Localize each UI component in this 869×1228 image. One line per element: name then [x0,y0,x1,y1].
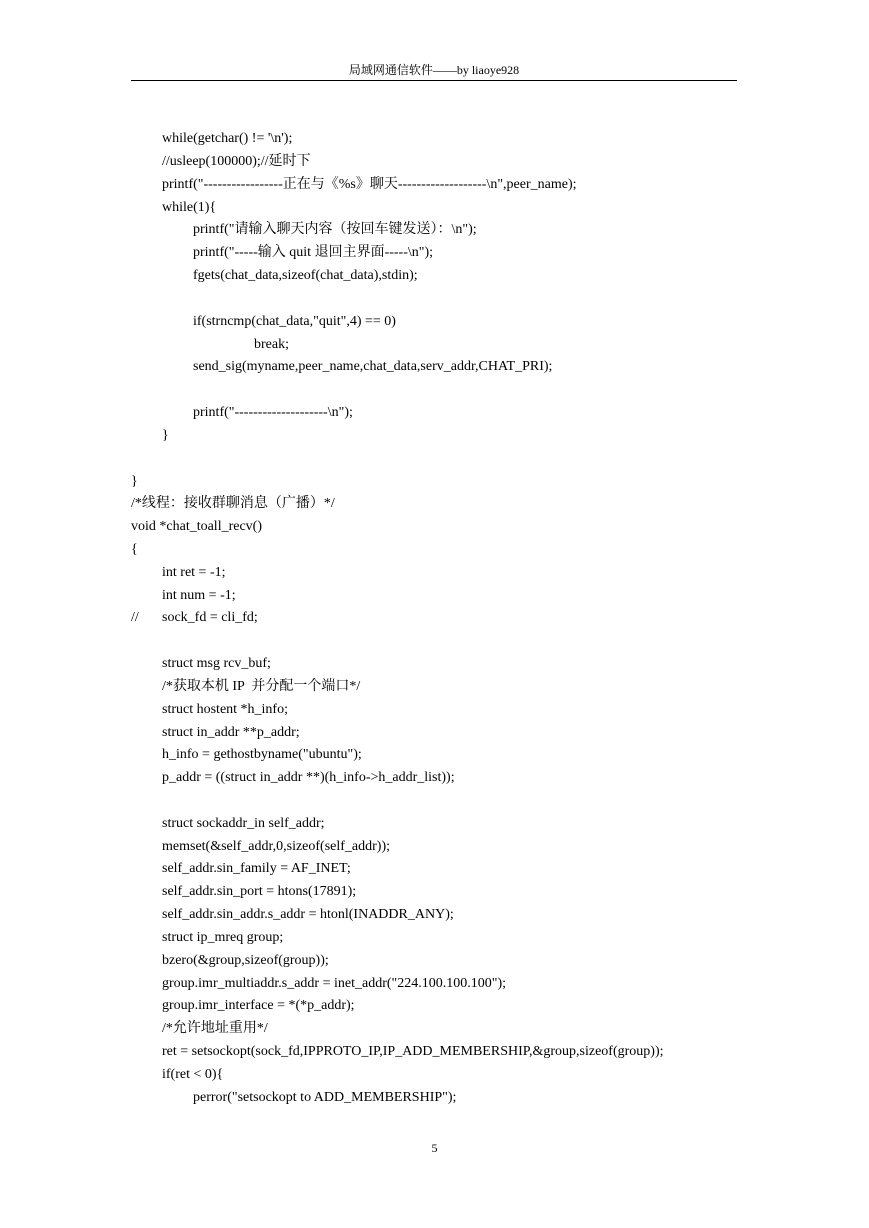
code-line: /*获取本机 IP 并分配一个端口*/ [162,679,361,694]
code-line: // [131,610,139,625]
code-line: bzero(&group,sizeof(group)); [162,953,329,968]
code-line: { [131,542,138,557]
code-line: int num = -1; [162,588,236,603]
code-line: printf("请输入聊天内容（按回车键发送）：\n"); [193,222,477,237]
code-line: memset(&self_addr,0,sizeof(self_addr)); [162,839,391,854]
code-line: if(ret < 0){ [162,1067,224,1082]
code-line: ret = setsockopt(sock_fd,IPPROTO_IP,IP_ADD_MEMBERSHIP,&group,sizeof(group)); [162,1044,664,1059]
code-line: self_addr.sin_addr.s_addr = htonl(INADDR_ANY); [162,907,454,922]
running-header: 局域网通信软件——by liaoye928 [348,63,520,77]
code-line: //usleep(100000);//延时下 [162,154,311,169]
code-line: self_addr.sin_family = AF_INET; [162,861,351,876]
code-line: printf("-----------------正在与《%s》聊天-------------------\n",peer_name); [162,177,577,192]
code-line: perror("setsockopt to ADD_MEMBERSHIP"); [193,1090,457,1105]
code-line: /*允许地址重用*/ [162,1021,268,1036]
code-line: sock_fd = cli_fd; [162,610,258,625]
code-line: send_sig(myname,peer_name,chat_data,serv_addr,CHAT_PRI); [193,359,553,374]
code-line: if(strncmp(chat_data,"quit",4) == 0) [193,314,396,329]
code-line: fgets(chat_data,sizeof(chat_data),stdin); [193,268,418,283]
code-line: struct in_addr **p_addr; [162,725,300,740]
code-line: struct sockaddr_in self_addr; [162,816,325,831]
code-line: while(1){ [162,200,217,215]
code-line: } [131,474,138,489]
page-number: 5 [431,1141,438,1155]
code-line: self_addr.sin_port = htons(17891); [162,884,357,899]
code-line: group.imr_interface = *(*p_addr); [162,998,355,1013]
code-line: p_addr = ((struct in_addr **)(h_info->h_addr_list)); [162,770,455,785]
code-line: printf("-----输入 quit 退回主界面-----\n"); [193,245,434,260]
code-line: h_info = gethostbyname("ubuntu"); [162,747,362,762]
code-line: struct hostent *h_info; [162,702,288,717]
code-line: } [162,428,169,443]
code-line: struct msg rcv_buf; [162,656,271,671]
code-line: /*线程：接收群聊消息（广播）*/ [131,496,335,511]
code-line: group.imr_multiaddr.s_addr = inet_addr("224.100.100.100"); [162,976,506,991]
code-line: while(getchar() != '\n'); [162,131,293,146]
code-line: int ret = -1; [162,565,226,580]
code-line: break; [254,337,289,352]
code-line: void *chat_toall_recv() [131,519,263,534]
code-line: struct ip_mreq group; [162,930,284,945]
code-line: printf("--------------------\n"); [193,405,353,420]
